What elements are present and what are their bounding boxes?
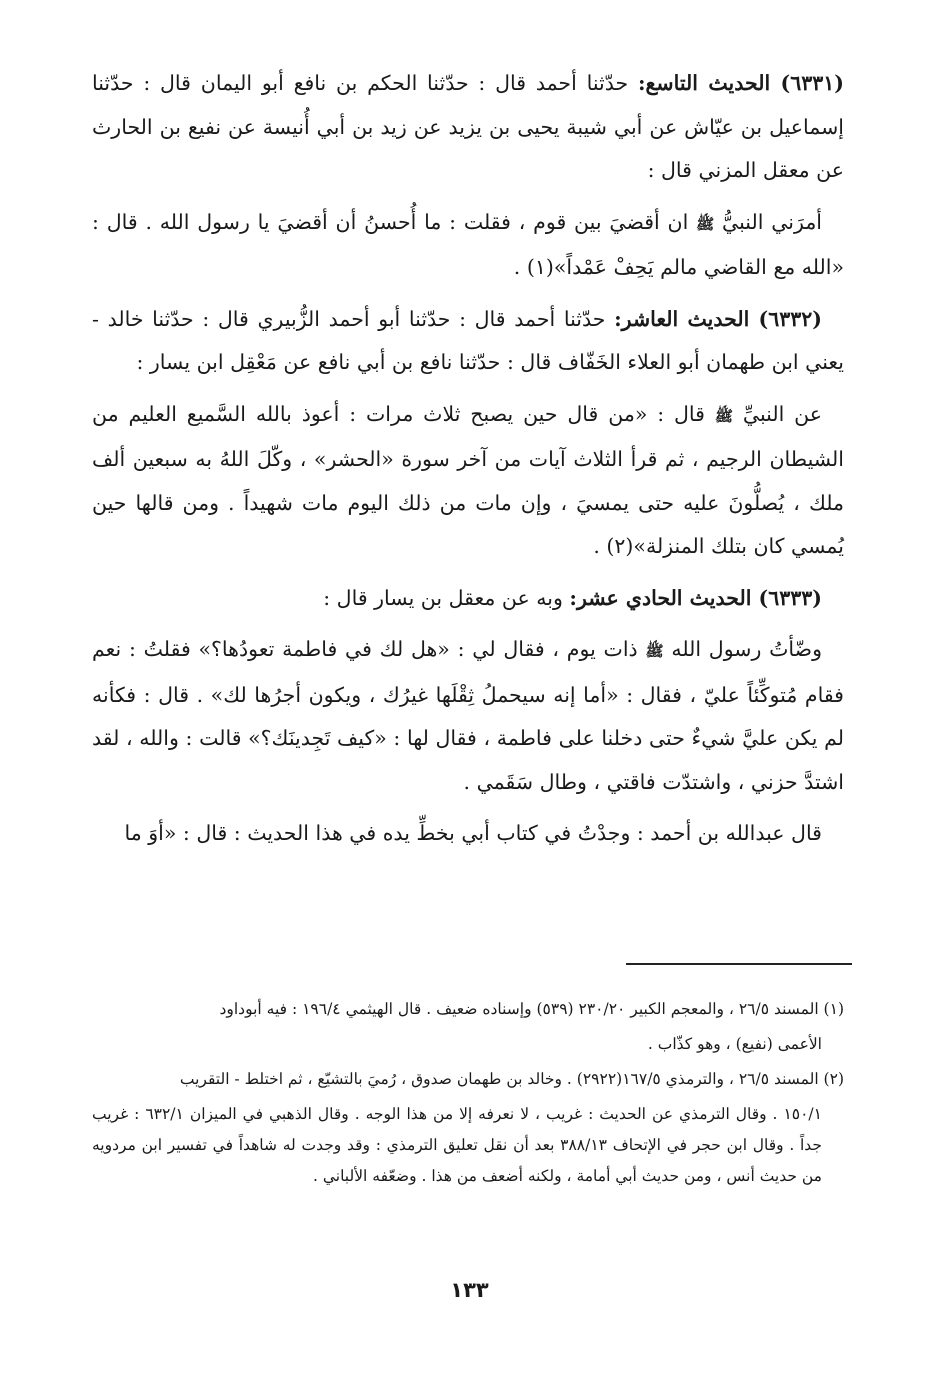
isnad-text: حدّثنا أحمد قال : حدّثنا الحكم بن نافع أبو اليمان قال : حدّثنا إسماعيل بن عيّاش عن أبي شيبة يحيى بن يزيد عن زيد بن أبي أُنيسة عن نفيع بن الحارث عن معقل المزني قال :	[92, 71, 844, 182]
footnote-2-continuation: ١٥٠/١ . وقال الترمذي عن الحديث : غريب ، لا نعرفه إلا من هذا الوجه . وقال الذهبي في الميزان ٦٣٢/١ : غريب جداً . وقال ابن حجر في الإتحاف ٣٨٨/١٣ بعد أن نقل تعليق الترمذي : وقد وجدت له شاهداً في تفسير ابن مردويه من حديث أنس ، ومن حديث أبي أمامة ، ولكنه أضعف من هذا . وضعّفه الألباني .	[92, 1105, 822, 1185]
salawat-symbol: ﷺ	[696, 214, 715, 233]
salawat-symbol: ﷺ	[714, 406, 733, 425]
main-text	[92, 62, 844, 864]
hadith-11-matn	[92, 628, 844, 804]
footnotes	[92, 994, 844, 1196]
hadith-heading: (٦٣٣١) الحديث التاسع:	[637, 71, 844, 95]
footnote-1: (١) المسند ٢٦/٥ ، والمعجم الكبير ٢٣٠/٢٠ (٥٣٩) وإسناده ضعيف . قال الهيثمي ١٩٦/٤ : فيه أبوداود	[219, 1000, 844, 1018]
hadith-10-matn	[92, 393, 844, 569]
hadith-heading: (٦٣٣٣) الحديث الحادي عشر:	[569, 585, 822, 610]
hadith-11-isnad	[92, 577, 844, 621]
matn-text: قال : «من قال حين يصبح ثلاث مرات : أعوذ بالله السَّميع العليم من الشيطان الرجيم ، ثم قرأ الثلاث آيات من آخر سورة «الحشر» ، وكّلَ اللهُ به سبعين ألف ملك ، يُصلُّونَ عليه حتى يمسيَ ، وإن مات من ذلك اليوم مات شهيداً . ومن قالها حين يُمسي كان بتلك المنزلة»(٢) .	[92, 401, 844, 558]
matn-text: ان أقضيَ بين قوم ، فقلت : ما أُحسنُ أن أقضيَ يا رسول الله . قال : «الله مع القاضي مالم يَحِفْ عَمْداً»(١) .	[92, 209, 844, 279]
matn-text: وضّأتُ رسول الله	[671, 637, 822, 661]
salawat-symbol: ﷺ	[645, 642, 664, 660]
matn-text: ذات يوم ، فقال لي : «هل لك في فاطمة تعودُها؟» فقلتُ : نعم فقام مُتوكِّئاً عليّ ، فقال : «أما إنه سيحملُ ثِقْلَها غيرُك ، ويكون أجرُها لك» . قال : فكأنه لم يكن عليَّ شيءٌ حتى دخلنا على فاطمة ، فقال لها : «كيف تَجِدينَك؟» قالت : والله ، لقد اشتدَّ حزني ، واشتدّت فاقتي ، وطال سَقَمي .	[92, 637, 844, 794]
footnote-divider	[626, 963, 852, 965]
hadith-heading: (٦٣٣٢) الحديث العاشر:	[614, 306, 822, 331]
hadith-10-isnad	[92, 298, 844, 385]
footnote-2: (٢) المسند ٢٦/٥ ، والترمذي ١٦٧/٥(٢٩٢٢) . وخالد بن طهمان صدوق ، رُميَ بالتشيّع ، ثم اختلط - التقريب	[179, 1070, 844, 1088]
matn-text: عن النبيِّ	[742, 401, 822, 426]
matn-text: أمرَني النبيُّ	[722, 209, 822, 234]
page-number: ١٣٣	[450, 1278, 489, 1302]
footnote-1-continuation: الأعمى (نفيع) ، وهو كذّاب .	[647, 1035, 822, 1053]
hadith-9-matn	[92, 201, 844, 290]
hadith-9-isnad	[92, 62, 844, 193]
isnad-text: وبه عن معقل بن يسار قال :	[323, 585, 570, 610]
closing-line: قال عبدالله بن أحمد : وجدْتُ في كتاب أبي بخطِّ يده في هذا الحديث : قال : «أوَ ما	[124, 821, 822, 845]
isnad-text: حدّثنا أحمد قال : حدّثنا أبو أحمد الزُّبيري قال : حدّثنا خالد - يعني ابن طهمان أبو العلاء الخَفّاف قال : حدّثنا نافع بن أبي نافع عن مَعْقِل ابن يسار :	[92, 306, 844, 374]
